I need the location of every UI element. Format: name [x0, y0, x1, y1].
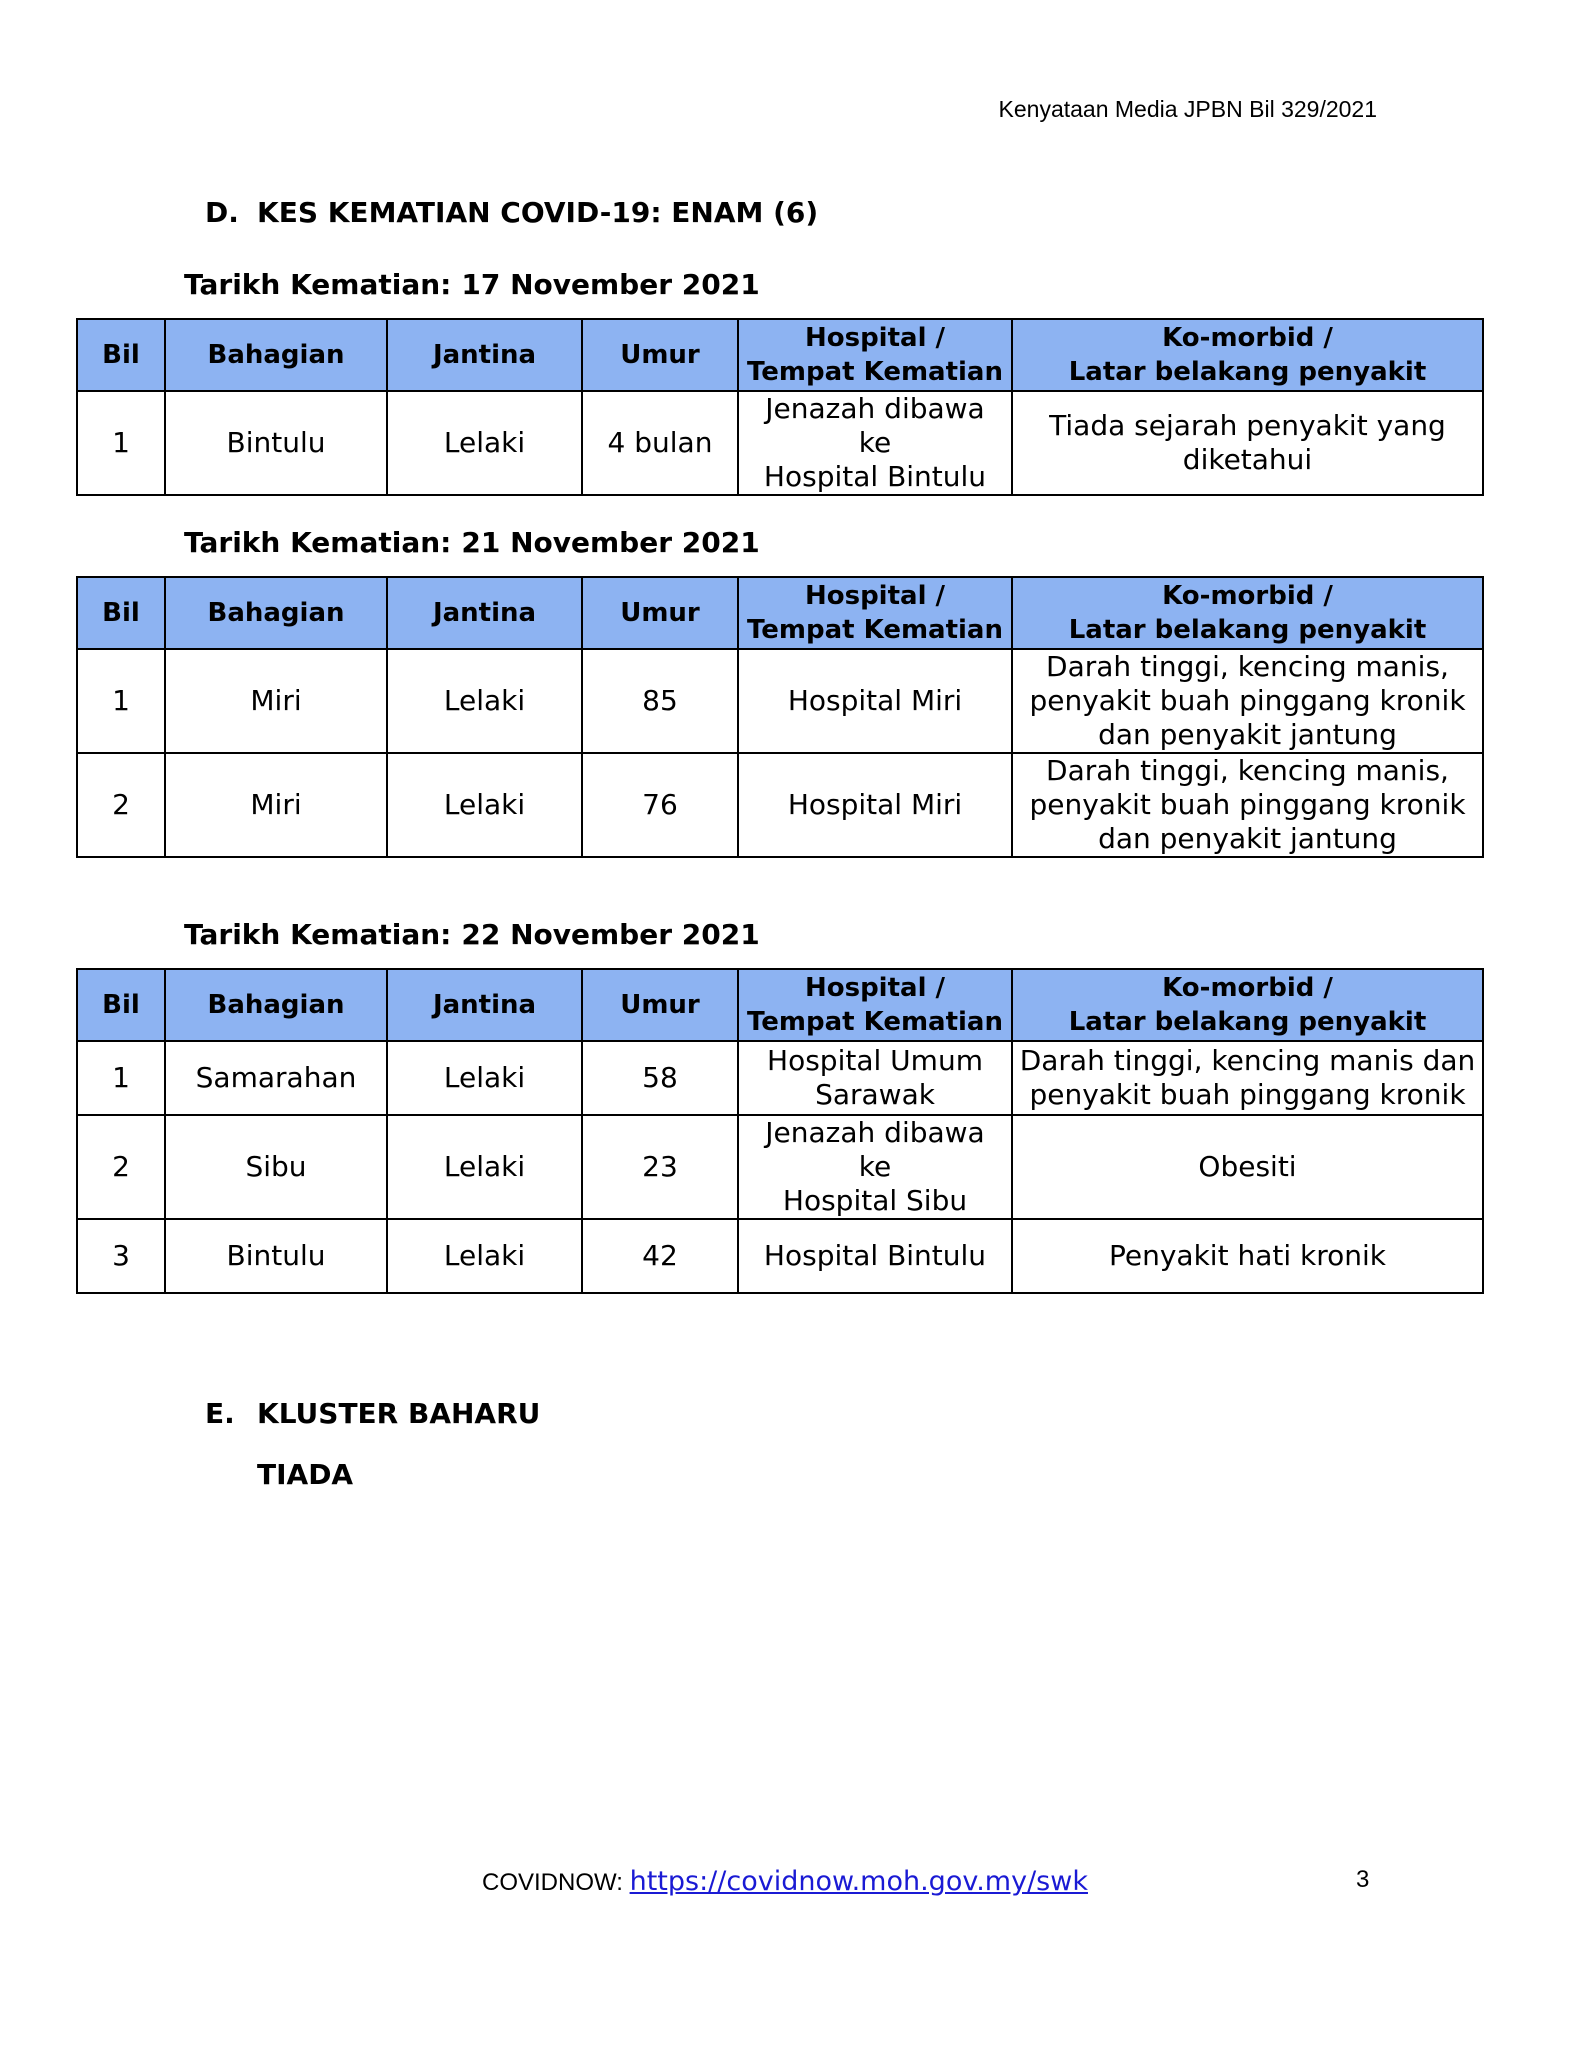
header-hospital-text: Tempat Kematian — [746, 615, 1003, 645]
section-e-heading — [205, 1397, 540, 1430]
footer-label: COVIDNOW: — [482, 1869, 623, 1896]
header-komorbid-text: Latar belakang penyakit — [1068, 357, 1427, 387]
cell-komorbid — [1012, 1115, 1483, 1219]
table-row — [77, 1041, 1483, 1115]
cell-hospital-line: Hospital Umum — [767, 1044, 983, 1077]
cell-jantina: Lelaki — [387, 1041, 582, 1115]
section-e-title: KLUSTER BAHARU — [257, 1397, 541, 1430]
header-bahagian-text: Bahagian — [207, 990, 345, 1020]
cell-komorbid-line: diketahui — [1182, 443, 1313, 476]
cell-umur: 85 — [582, 649, 738, 753]
section-d-letter: D. — [205, 196, 239, 229]
cell-komorbid-line: Darah tinggi, kencing manis, — [1046, 754, 1449, 787]
date-heading-value: 22 November 2021 — [461, 918, 760, 951]
header-umur — [582, 577, 738, 649]
cell-jantina: Lelaki — [387, 649, 582, 753]
cell-komorbid — [1012, 391, 1483, 495]
cell-jantina: Lelaki — [387, 1219, 582, 1293]
date-heading-label: Tarikh Kematian: — [184, 268, 452, 301]
date-heading — [184, 526, 760, 559]
table-row — [77, 649, 1483, 753]
section-e-letter: E. — [205, 1397, 235, 1430]
cell-bahagian: Bintulu — [165, 391, 387, 495]
table-row — [77, 1219, 1483, 1293]
header-umur-text: Umur — [620, 598, 700, 628]
cell-hospital-line: Hospital Miri — [787, 684, 963, 717]
header-jantina — [387, 577, 582, 649]
cell-komorbid — [1012, 1041, 1483, 1115]
cell-bil: 1 — [77, 649, 165, 753]
cell-komorbid-line: Penyakit hati kronik — [1108, 1239, 1386, 1272]
table-header-row — [77, 577, 1483, 649]
cell-umur: 4 bulan — [582, 391, 738, 495]
date-heading-label: Tarikh Kematian: — [184, 918, 452, 951]
cell-hospital-line: Hospital Sibu — [782, 1184, 968, 1217]
cell-hospital-line: Jenazah dibawa ke — [765, 392, 985, 459]
footer — [482, 1866, 1088, 1897]
cell-bil: 1 — [77, 1041, 165, 1115]
cell-komorbid-line: Darah tinggi, kencing manis, — [1046, 650, 1449, 683]
death-table — [76, 968, 1484, 1294]
date-heading-value: 17 November 2021 — [461, 268, 760, 301]
header-bahagian-text: Bahagian — [207, 598, 345, 628]
cell-bahagian: Sibu — [165, 1115, 387, 1219]
cell-hospital-line: Jenazah dibawa ke — [765, 1116, 985, 1183]
cell-komorbid — [1012, 649, 1483, 753]
cell-komorbid-line: dan penyakit jantung — [1098, 822, 1397, 855]
cell-bil: 2 — [77, 753, 165, 857]
cell-hospital-line: Sarawak — [815, 1078, 935, 1111]
cell-jantina: Lelaki — [387, 753, 582, 857]
cell-bahagian: Bintulu — [165, 1219, 387, 1293]
cell-bahagian: Miri — [165, 649, 387, 753]
cell-komorbid-line: penyakit buah pinggang kronik — [1029, 788, 1466, 821]
header-hospital — [738, 577, 1012, 649]
header-jantina-text: Jantina — [432, 340, 537, 370]
cell-komorbid-line: Obesiti — [1198, 1150, 1297, 1183]
page-number: 3 — [1356, 1866, 1370, 1893]
cell-hospital — [738, 753, 1012, 857]
cell-bil: 3 — [77, 1219, 165, 1293]
header-bil-text: Bil — [102, 990, 140, 1020]
cell-komorbid-line: Darah tinggi, kencing manis dan — [1019, 1044, 1476, 1077]
cell-hospital — [738, 649, 1012, 753]
cell-komorbid — [1012, 1219, 1483, 1293]
header-umur — [582, 319, 738, 391]
table-row — [77, 1115, 1483, 1219]
header-jantina-text: Jantina — [432, 990, 537, 1020]
death-table — [76, 576, 1484, 858]
header-bil — [77, 319, 165, 391]
date-heading-label: Tarikh Kematian: — [184, 526, 452, 559]
cell-komorbid-line: Tiada sejarah penyakit yang — [1049, 409, 1446, 442]
header-hospital-text: Tempat Kematian — [746, 1007, 1003, 1037]
header-bahagian — [165, 319, 387, 391]
section-e-value: TIADA — [257, 1458, 354, 1491]
header-bahagian-text: Bahagian — [207, 340, 345, 370]
cell-hospital-line: Hospital Bintulu — [763, 1239, 987, 1272]
cell-hospital — [738, 1219, 1012, 1293]
cell-bil: 1 — [77, 391, 165, 495]
header-bahagian — [165, 969, 387, 1041]
document-reference: Kenyataan Media JPBN Bil 329/2021 — [998, 96, 1377, 122]
cell-hospital — [738, 391, 1012, 495]
death-table — [76, 318, 1484, 496]
section-d-title: KES KEMATIAN COVID-19: ENAM (6) — [257, 196, 819, 229]
cell-jantina: Lelaki — [387, 1115, 582, 1219]
date-heading — [184, 918, 760, 951]
cell-bahagian: Miri — [165, 753, 387, 857]
header-komorbid — [1012, 319, 1483, 391]
header-umur-text: Umur — [620, 990, 700, 1020]
header-hospital — [738, 319, 1012, 391]
header-komorbid-text: Ko-morbid / — [1162, 581, 1333, 611]
header-hospital-text: Tempat Kematian — [746, 357, 1003, 387]
cell-umur: 42 — [582, 1219, 738, 1293]
header-komorbid-text: Ko-morbid / — [1162, 973, 1333, 1003]
header-hospital — [738, 969, 1012, 1041]
header-hospital-text: Hospital / — [804, 581, 946, 611]
date-heading — [184, 268, 760, 301]
header-jantina — [387, 969, 582, 1041]
header-umur — [582, 969, 738, 1041]
table-row — [77, 391, 1483, 495]
header-bil — [77, 577, 165, 649]
cell-umur: 58 — [582, 1041, 738, 1115]
cell-hospital — [738, 1115, 1012, 1219]
cell-umur: 76 — [582, 753, 738, 857]
cell-komorbid-line: dan penyakit jantung — [1098, 718, 1397, 751]
date-heading-value: 21 November 2021 — [461, 526, 760, 559]
table-row — [77, 753, 1483, 857]
header-hospital-text: Hospital / — [804, 323, 946, 353]
cell-hospital — [738, 1041, 1012, 1115]
table-header-row — [77, 319, 1483, 391]
header-komorbid-text: Latar belakang penyakit — [1068, 615, 1427, 645]
header-hospital-text: Hospital / — [804, 973, 946, 1003]
cell-komorbid-line: penyakit buah pinggang kronik — [1029, 1078, 1466, 1111]
header-komorbid-text: Latar belakang penyakit — [1068, 1007, 1427, 1037]
cell-umur: 23 — [582, 1115, 738, 1219]
header-jantina — [387, 319, 582, 391]
covidnow-link[interactable]: https://covidnow.moh.gov.my/swk — [629, 1866, 1088, 1897]
cell-jantina: Lelaki — [387, 391, 582, 495]
cell-komorbid-line: penyakit buah pinggang kronik — [1029, 684, 1466, 717]
header-komorbid — [1012, 577, 1483, 649]
cell-hospital-line: Hospital Bintulu — [763, 460, 987, 493]
section-d-heading — [205, 196, 818, 229]
header-umur-text: Umur — [620, 340, 700, 370]
header-komorbid — [1012, 969, 1483, 1041]
cell-bahagian: Samarahan — [165, 1041, 387, 1115]
header-bil — [77, 969, 165, 1041]
header-bahagian — [165, 577, 387, 649]
cell-hospital-line: Hospital Miri — [787, 788, 963, 821]
header-jantina-text: Jantina — [432, 598, 537, 628]
cell-komorbid — [1012, 753, 1483, 857]
header-bil-text: Bil — [102, 340, 140, 370]
cell-bil: 2 — [77, 1115, 165, 1219]
header-komorbid-text: Ko-morbid / — [1162, 323, 1333, 353]
table-header-row — [77, 969, 1483, 1041]
header-bil-text: Bil — [102, 598, 140, 628]
